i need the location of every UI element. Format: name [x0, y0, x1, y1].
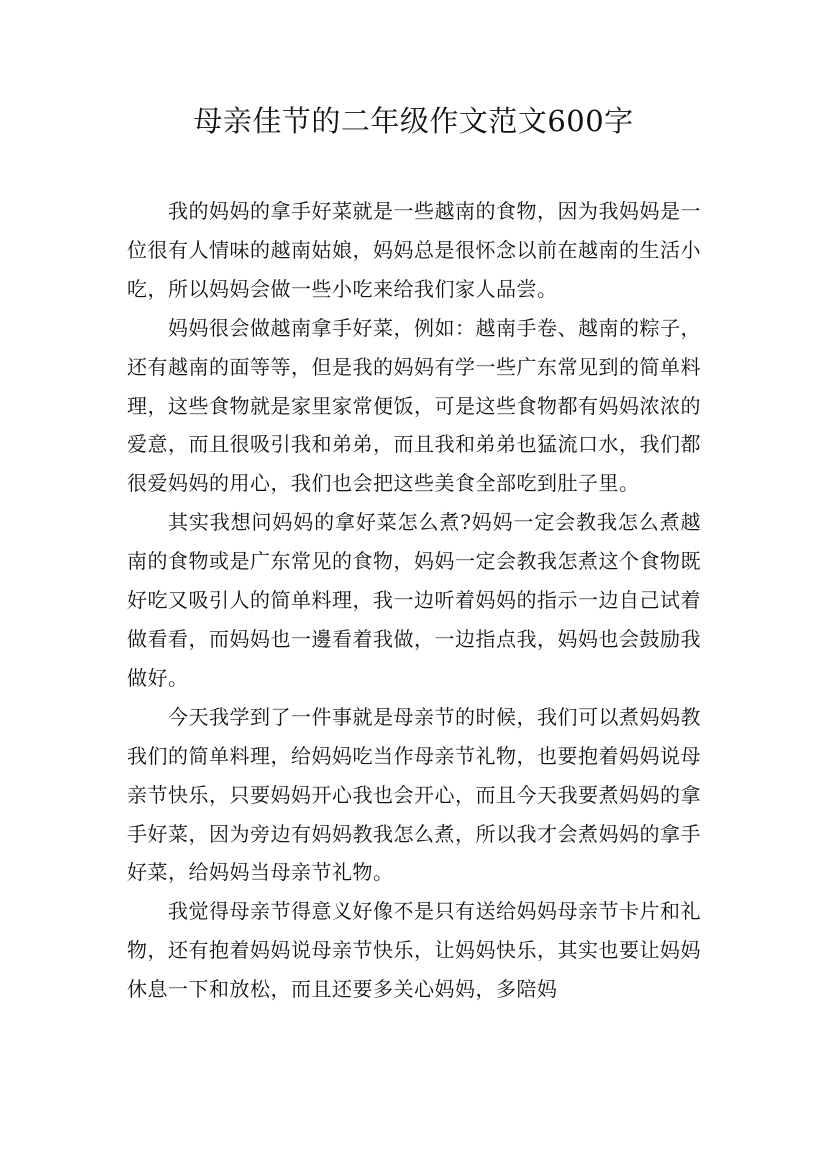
paragraph-4: 今天我学到了一件事就是母亲节的时候，我们可以煮妈妈教我们的简单料理，给妈妈吃当作母亲节礼物，也要抱着妈妈说母亲节快乐，只要妈妈开心我也会开心，而且今天我要煮妈妈的拿手好菜，因为旁边有妈妈教我怎么煮，所以我才会煮妈妈的拿手好菜，给妈妈当母亲节礼物。: [127, 704, 701, 885]
paragraph-2: 妈妈很会做越南拿手好菜，例如：越南手卷、越南的粽子，还有越南的面等等，但是我的妈妈有学一些广东常见到的简单料理，这些食物就是家里家常便饭，可是这些食物都有妈妈浓浓的爱意，而且很吸引我和弟弟，而且我和弟弟也猛流口水，我们都很爱妈妈的用心，我们也会把这些美食全部吃到肚子里。: [127, 315, 701, 496]
paragraph-5: 我觉得母亲节得意义好像不是只有送给妈妈母亲节卡片和礼物，还有抱着妈妈说母亲节快乐，让妈妈快乐，其实也要让妈妈休息一下和放松，而且还要多关心妈妈，多陪妈: [127, 899, 701, 1002]
paragraph-3: 其实我想问妈妈的拿好菜怎么煮?妈妈一定会教我怎么煮越南的食物或是广东常见的食物，妈妈一定会教我怎煮这个食物既好吃又吸引人的简单料理，我一边听着妈妈的指示一边自己试着做看看，而妈妈也一邊看着我做，一边指点我，妈妈也会鼓励我做好。: [127, 510, 701, 690]
paragraph-1: 我的妈妈的拿手好菜就是一些越南的食物，因为我妈妈是一位很有人情味的越南姑娘，妈妈总是很怀念以前在越南的生活小吃，所以妈妈会做一些小吃来给我们家人品尝。: [127, 199, 701, 301]
document-body: [127, 192, 701, 1009]
document-title: 母亲佳节的二年级作文范文600字: [193, 104, 634, 138]
